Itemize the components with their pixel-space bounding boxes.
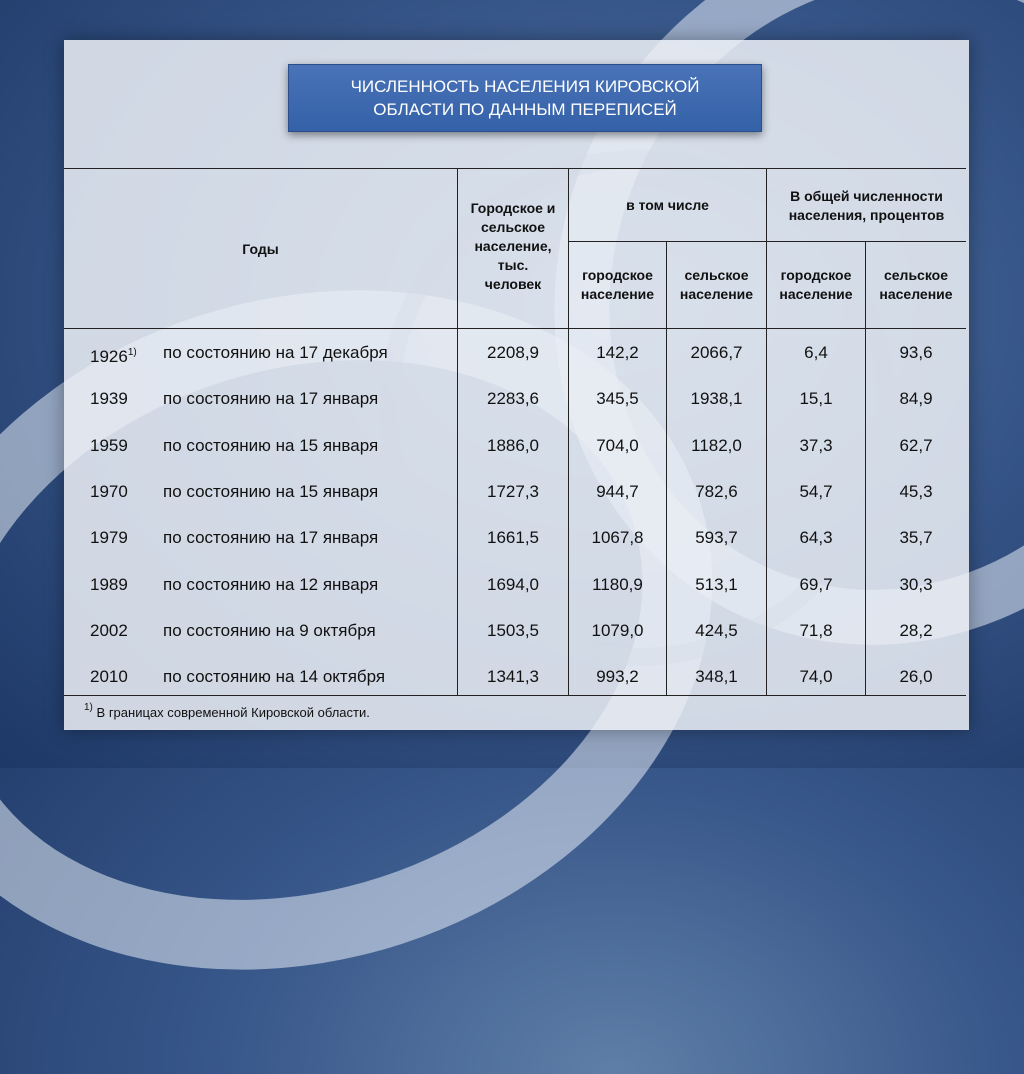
header-rural-pct-line: сельское [883, 267, 949, 283]
row-year-value: 1979 [90, 528, 128, 547]
header-rural-line: население [679, 286, 754, 302]
row-urban-pct: 64,3 [799, 528, 833, 547]
row-year [90, 343, 137, 367]
row-date: по состоянию на 17 декабря [163, 343, 388, 362]
row-urban-pct: 74,0 [799, 667, 833, 686]
header-urban-pct-line: городское [780, 267, 852, 283]
row-rural: 1182,0 [691, 436, 742, 455]
row-urban-pct: 6,4 [804, 343, 828, 362]
row-year [90, 436, 128, 456]
header-total [458, 199, 568, 294]
row-year [90, 667, 128, 687]
row-year [90, 389, 128, 409]
row-year-value: 2010 [90, 667, 128, 686]
row-rural-pct: 26,0 [899, 667, 933, 686]
row-year-value: 1926 [90, 347, 128, 366]
row-rural-pct: 45,3 [899, 482, 933, 501]
row-rural-pct: 62,7 [899, 436, 933, 455]
row-rural-pct: 93,6 [899, 343, 933, 362]
row-date: по состоянию на 15 января [163, 482, 379, 501]
row-rural: 424,5 [695, 621, 738, 640]
row-rural: 513,1 [695, 575, 738, 594]
header-urban-line: городское [582, 267, 653, 283]
row-year [90, 528, 128, 548]
row-rural-pct: 30,3 [899, 575, 933, 594]
row-urban: 1079,0 [591, 621, 644, 640]
header-total-line: население, [474, 238, 552, 254]
header-urban-pct-line: население [779, 286, 853, 302]
row-urban: 944,7 [596, 482, 639, 501]
row-total: 1503,5 [487, 621, 539, 640]
header-total-line: человек [484, 276, 542, 292]
header-total-line: Городское и [470, 200, 556, 216]
row-year-value: 1989 [90, 575, 128, 594]
row-footnote-mark: 1) [127, 347, 137, 358]
header-total-line: сельское [480, 219, 546, 235]
row-urban-pct: 37,3 [799, 436, 833, 455]
row-year [90, 575, 128, 595]
row-year-value: 1959 [90, 436, 128, 455]
row-total: 1727,3 [487, 482, 539, 501]
row-year [90, 482, 128, 502]
row-date: по состоянию на 17 января [163, 528, 379, 547]
header-share [767, 187, 966, 225]
row-urban-pct: 71,8 [799, 621, 833, 640]
row-rural: 2066,7 [690, 343, 743, 362]
header-including-label: в том числе [626, 197, 709, 213]
row-date: по состоянию на 12 января [163, 575, 379, 594]
header-total-line: тыс. [497, 257, 529, 273]
row-rural: 348,1 [695, 667, 738, 686]
row-total: 2208,9 [487, 343, 539, 362]
row-date: по состоянию на 9 октября [163, 621, 376, 640]
footnote-mark: 1) [84, 702, 93, 713]
title-line-1: ЧИСЛЕННОСТЬ НАСЕЛЕНИЯ КИРОВСКОЙ [350, 77, 700, 96]
header-urban [569, 266, 666, 304]
header-years-label: Годы [242, 241, 279, 257]
row-urban: 345,5 [596, 389, 639, 408]
row-urban: 142,2 [596, 343, 639, 362]
row-rural-pct: 35,7 [899, 528, 933, 547]
row-total: 2283,6 [487, 389, 539, 408]
row-urban-pct: 54,7 [799, 482, 833, 501]
row-total: 1661,5 [487, 528, 539, 547]
header-rural-line: сельское [684, 267, 749, 283]
header-including [569, 196, 766, 215]
footnote [84, 702, 370, 720]
row-urban: 1180,9 [592, 575, 643, 594]
row-year-value: 1939 [90, 389, 128, 408]
header-share-line: В общей численности [790, 188, 943, 204]
header-years [64, 240, 457, 259]
row-year-value: 2002 [90, 621, 128, 640]
slide-title [288, 64, 762, 132]
row-rural: 782,6 [695, 482, 738, 501]
title-line-2: ОБЛАСТИ ПО ДАННЫМ ПЕРЕПИСЕЙ [373, 100, 677, 119]
row-date: по состоянию на 17 января [163, 389, 379, 408]
header-urban-pct [767, 266, 865, 304]
header-urban-line: население [580, 286, 655, 302]
footnote-text: В границах современной Кировской области. [96, 705, 370, 720]
row-urban: 1067,8 [591, 528, 644, 547]
row-urban: 993,2 [596, 667, 639, 686]
row-total: 1694,0 [487, 575, 539, 594]
header-rural [667, 266, 766, 304]
row-rural: 593,7 [695, 528, 738, 547]
header-rural-pct [866, 266, 966, 304]
row-year [90, 621, 128, 641]
header-rural-pct-line: население [879, 286, 953, 302]
row-urban-pct: 15,1 [799, 389, 833, 408]
row-urban-pct: 69,7 [799, 575, 833, 594]
row-rural: 1938,1 [690, 389, 743, 408]
row-total: 1341,3 [487, 667, 539, 686]
row-total: 1886,0 [487, 436, 539, 455]
header-share-line: населения, процентов [788, 207, 945, 223]
row-urban: 704,0 [596, 436, 639, 455]
row-date: по состоянию на 14 октября [163, 667, 386, 686]
row-rural-pct: 84,9 [899, 389, 933, 408]
row-year-value: 1970 [90, 482, 128, 501]
row-date: по состоянию на 15 января [163, 436, 379, 455]
row-rural-pct: 28,2 [899, 621, 933, 640]
